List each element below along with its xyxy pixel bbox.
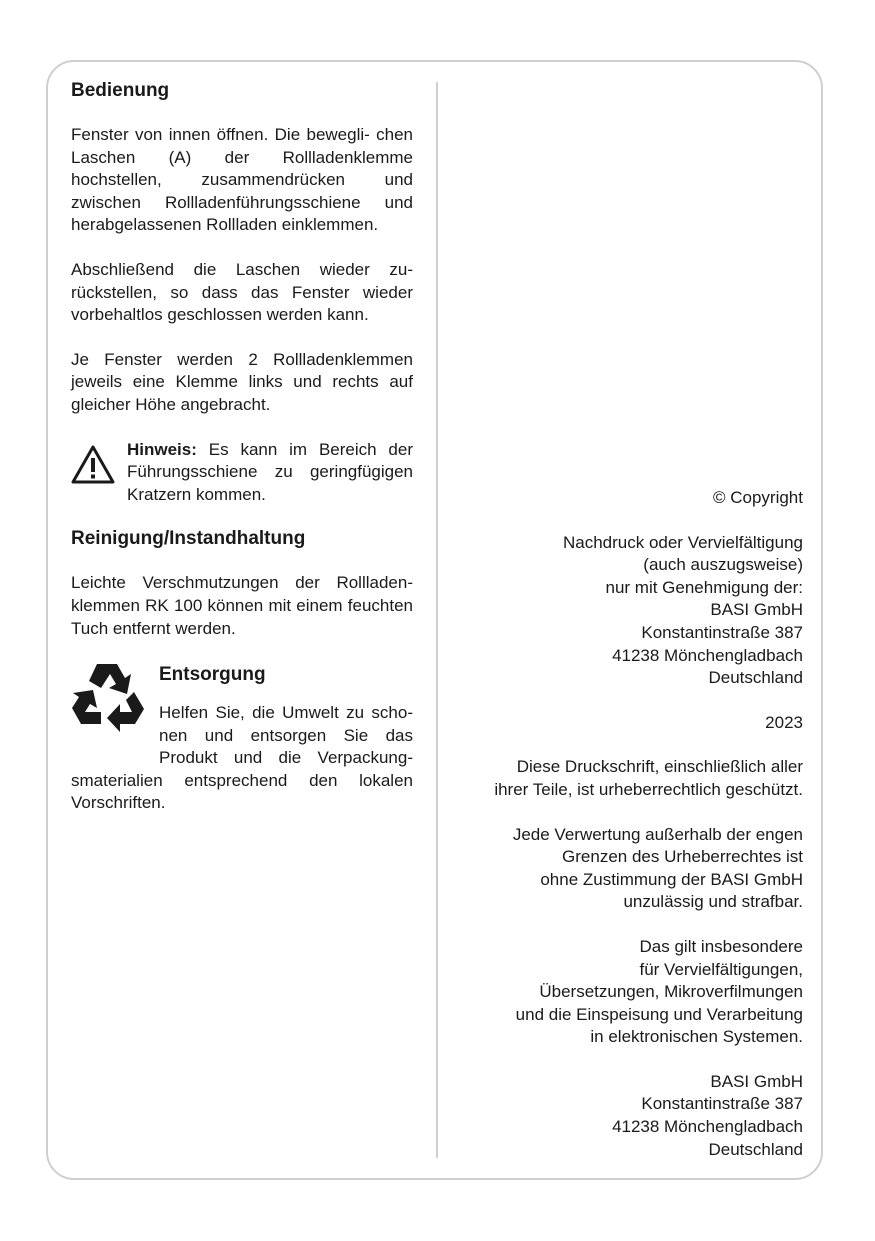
protected-block (455, 756, 803, 801)
address-block (455, 1071, 803, 1161)
address-line: Deutschland (708, 1139, 803, 1159)
note-text (127, 439, 413, 507)
reprint-block (455, 532, 803, 690)
protected-line: Diese Druckschrift, einschließlich aller (516, 757, 803, 777)
operation-paragraph-1: Fenster von innen öffnen. Die bewegli- chen Laschen (A) der Rollladenklemme hochstellen, zusammendrücken und zwischen Rollladenführungsschiene und herabgelassenen Rollladen einklemmen. (71, 125, 413, 235)
especially-line: und die Einspeisung und Verarbeitung (515, 1004, 803, 1024)
copyright-label: © Copyright (712, 488, 803, 507)
disposal-block (71, 662, 413, 815)
reprint-line: Deutschland (708, 668, 803, 688)
usage-line: unzulässig und strafbar. (623, 892, 803, 912)
reprint-line: BASI GmbH (710, 600, 803, 620)
reprint-line: (auch auszugsweise) (643, 555, 803, 575)
address-line: BASI GmbH (710, 1071, 803, 1091)
usage-line: ohne Zustimmung der BASI GmbH (540, 869, 803, 889)
usage-block (455, 824, 803, 914)
note-body: Es kann im Bereich der Führungsschiene zu geringfügigen Kratzern kommen. (127, 439, 413, 504)
reprint-line: 41238 Mönchengladbach (612, 645, 803, 665)
note-label: Hinweis: (127, 439, 197, 459)
right-column (455, 487, 803, 1161)
year: 2023 (765, 712, 803, 732)
especially-line: Das gilt insbesondere (639, 936, 803, 956)
reprint-line: nur mit Genehmigung der: (605, 577, 803, 597)
especially-line: Übersetzungen, Mikroverfilmungen (539, 982, 803, 1002)
especially-line: für Vervielfältigungen, (639, 959, 803, 979)
cleaning-heading: Reinigung/Instandhaltung (71, 528, 306, 550)
operation-heading: Bedienung (71, 80, 170, 101)
usage-line: Grenzen des Urheberrechtes ist (562, 847, 803, 867)
protected-line: ihrer Teile, ist urheberrechtlich geschützt. (494, 779, 803, 799)
warning-triangle-icon (71, 439, 127, 507)
reprint-line: Konstantinstraße 387 (641, 622, 803, 642)
note-block (71, 439, 413, 507)
disposal-text: Helfen Sie, die Umwelt zu scho- nen und entsorgen Sie das Produkt und die Verpackung- smaterialien entsprechend den lokalen Vorschriften. (71, 703, 413, 813)
especially-block (455, 936, 803, 1049)
column-divider (436, 82, 438, 1158)
disposal-heading: Entsorgung (159, 664, 266, 686)
usage-line: Jede Verwertung außerhalb der engen (512, 824, 803, 844)
recycle-icon (71, 662, 145, 734)
operation-paragraph-2: Abschließend die Laschen wieder zu- rückstellen, so dass das Fenster wieder vorbehaltlos geschlossen werden kann. (71, 259, 413, 325)
especially-line: in elektronischen Systemen. (590, 1027, 803, 1047)
reprint-line: Nachdruck oder Vervielfältigung (562, 532, 803, 552)
operation-paragraph-3: Je Fenster werden 2 Rollladenklemmen jeweils eine Klemme links und rechts auf gleicher Höhe angebracht. (71, 349, 413, 414)
cleaning-text: Leichte Verschmutzungen der Rollladen- klemmen RK 100 können mit einem feuchten Tuch entfernt werden. (71, 573, 413, 638)
address-line: Konstantinstraße 387 (641, 1094, 803, 1114)
left-column (71, 78, 413, 815)
address-line: 41238 Mönchengladbach (612, 1117, 803, 1137)
